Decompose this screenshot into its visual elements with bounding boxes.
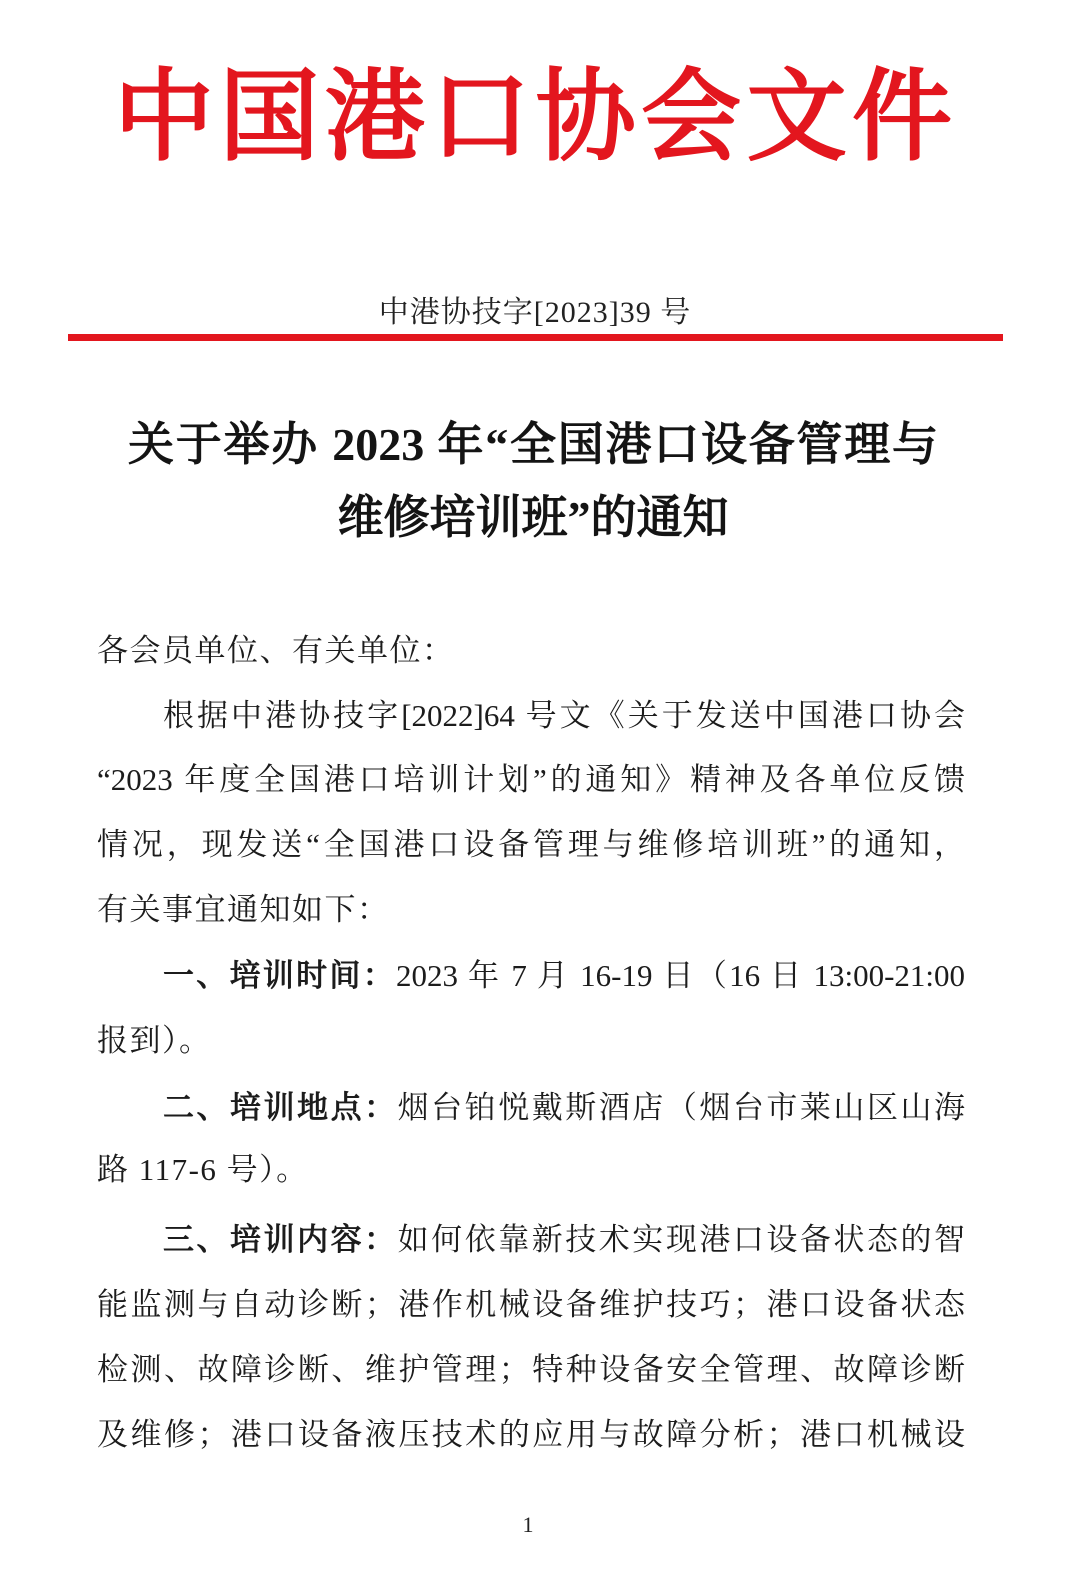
section-location-text: 烟台铂悦戴斯酒店（烟台市莱山区山海 — [397, 1090, 966, 1125]
intro-line-4: 有关事宜通知如下： — [97, 892, 390, 927]
section-content-text: 如何依靠新技术实现港口设备状态的智 — [397, 1222, 966, 1257]
section-time-line-2: 报到）。 — [97, 1023, 212, 1058]
red-separator-rule — [68, 334, 1003, 341]
document-number: 中港协技字[2023]39 号 — [378, 296, 692, 329]
section-content-line-4: 及维修；港口设备液压技术的应用与故障分析；港口机械设 — [97, 1417, 965, 1452]
intro-line-1: 根据中港协技字[2022]64 号文《关于发送中国港口协会 — [163, 698, 965, 733]
intro-line-2: “2023 年度全国港口培训计划”的通知》精神及各单位反馈 — [97, 762, 965, 797]
section-time-line-1 — [163, 958, 965, 994]
section-location-line-2: 路 117-6 号）。 — [97, 1152, 309, 1187]
notice-title-line-2: 维修培训班”的通知 — [337, 492, 729, 543]
letterhead-title: 中国港口协会文件 — [114, 58, 952, 175]
section-label-location: 二、培训地点： — [163, 1090, 398, 1126]
section-content-line-3: 检测、故障诊断、维护管理；特种设备安全管理、故障诊断 — [97, 1352, 965, 1387]
section-location-line-1 — [163, 1090, 965, 1126]
notice-title-line-1: 关于举办 2023 年“全国港口设备管理与 — [128, 419, 938, 470]
intro-line-3: 情况，现发送“全国港口设备管理与维修培训班”的通知， — [97, 827, 965, 862]
section-time-text: 2023 年 7 月 16-19 日（16 日 13:00-21:00 — [395, 958, 966, 993]
section-label-time: 一、培训时间： — [163, 958, 396, 994]
section-label-content: 三、培训内容： — [163, 1222, 398, 1258]
salutation: 各会员单位、有关单位： — [97, 633, 455, 668]
section-content-line-1 — [163, 1222, 965, 1258]
section-content-line-2: 能监测与自动诊断；港作机械设备维护技巧；港口设备状态 — [97, 1287, 965, 1322]
page-number: 1 — [522, 1512, 534, 1537]
